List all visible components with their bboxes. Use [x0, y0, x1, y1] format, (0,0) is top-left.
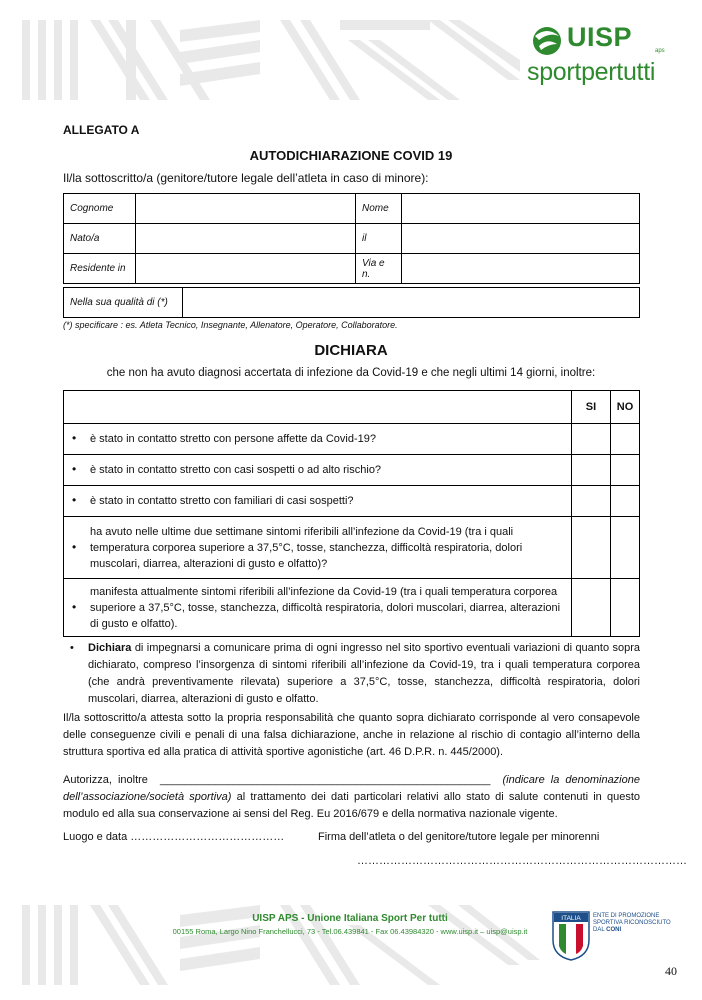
qualita-note: (*) specificare : es. Atleta Tecnico, Insegnante, Allenatore, Operatore, Collaboratore.: [63, 320, 398, 330]
question-text: ha avuto nelle ultime due settimane sintomi riferibili all’infezione da Covid-19 (tra i quali temperatura corporea superiore a 37,5°C, tosse, stanchezza, difficoltà respiratoria, dolori muscolari, diarrea, alterazioni di gusto e olfatto)?: [90, 525, 523, 570]
residente-label: Residente in: [64, 254, 136, 284]
ente-text: ENTE DI PROMOZIONE SPORTIVA RICONOSCIUTO DAL: [593, 913, 671, 933]
dichiara-heading: DICHIARA: [314, 342, 388, 359]
allegato-label: ALLEGATO A: [63, 123, 140, 137]
nato-label: Nato/a: [64, 224, 136, 254]
bullet-icon: •: [72, 599, 77, 614]
firma-label: Firma dell’atleta o del genitore/tutore legale per minorenni: [318, 831, 600, 843]
dichiara-impegno-text: di impegnarsi a comunicare prima di ogni ingresso nel sito sportivo eventuali variazioni di quanto sopra dichiarato, compreso l’insorgenza di sintomi riferibili all’infezione da Covid-19, tra i quali temperatura corporea (che andrà preventivamente rilevata) superiore a 37,5°C, tosse, stanchezza, difficoltà respiratoria, dolori muscolari, diarrea, alterazioni di gusto e olfatto.: [88, 642, 640, 705]
footer-org: UISP APS - Unione Italiana Sport Per tutti: [252, 913, 448, 924]
footer-address: 00155 Roma, Largo Nino Franchellucci, 73 - Tel.06.439841 - Fax 06.43984320 - www.uisp.it – uisp@uisp.it: [172, 927, 528, 936]
bullet-icon: •: [70, 642, 74, 654]
questions-table: [63, 390, 640, 637]
bullet-icon: •: [72, 462, 77, 476]
nato-field[interactable]: [136, 224, 356, 254]
answer-si-cell[interactable]: [572, 579, 611, 637]
answer-no-cell[interactable]: [611, 517, 640, 579]
table-row: [64, 424, 640, 455]
intro-text: Il/la sottoscritto/a (genitore/tutore legale dell’atleta in caso di minore):: [63, 171, 429, 185]
uisp-brand: UISP: [567, 22, 633, 52]
table-row: [64, 455, 640, 486]
uisp-tagline: sportpertutti: [527, 58, 656, 86]
residente-field[interactable]: [136, 254, 356, 284]
attestazione-paragraph: Il/la sottoscritto/a attesta sotto la propria responsabilità che quanto sopra dichiarato corrisponde al vero consapevole delle conseguenze civili e penali di una falsa dichiarazione, anche in relazione al rischio di contagio all’interno della struttura sportiva ed alla pratica di attività sportive agonistiche (art. 46 D.P.R. n. 445/2000).: [63, 712, 640, 758]
document-title: AUTODICHIARAZIONE COVID 19: [249, 148, 453, 163]
via-field[interactable]: [402, 254, 640, 284]
question-text: è stato in contatto stretto con persone affette da Covid-19?: [90, 433, 376, 445]
qualita-label: Nella sua qualità di (*): [64, 288, 183, 318]
association-name-line[interactable]: ______________________________________________________: [160, 774, 491, 786]
personal-data-table: [63, 193, 640, 284]
italia-label: ITALIA: [561, 915, 581, 922]
ente-promozione: [593, 913, 673, 934]
qualita-field[interactable]: [183, 288, 640, 318]
table-row: [64, 486, 640, 517]
bullet-icon: •: [72, 493, 77, 507]
qualita-table: [63, 287, 640, 318]
cognome-label: Cognome: [64, 194, 136, 224]
italia-shield-icon: [551, 910, 591, 962]
cognome-field[interactable]: [136, 194, 356, 224]
autorizza-start: Autorizza, inoltre: [63, 774, 148, 786]
il-label: il: [356, 224, 402, 254]
table-row: [64, 517, 640, 579]
nome-label: Nome: [356, 194, 402, 224]
autorizza-rest: al trattamento dei dati particolari relativi allo stato di salute contenuti in questo modulo ed alla sua conservazione ai sensi del Reg. Eu 2016/679 e della normativa nazionale vigente.: [63, 791, 640, 820]
il-field[interactable]: [402, 224, 640, 254]
question-text: è stato in contatto stretto con casi sospetti o ad alto rischio?: [90, 464, 382, 476]
answer-no-cell[interactable]: [611, 579, 640, 637]
uisp-emblem-icon: [529, 24, 565, 56]
answer-no-cell[interactable]: [611, 486, 640, 517]
table-row: [64, 579, 640, 637]
question-text: è stato in contatto stretto con familiari di casi sospetti?: [90, 495, 354, 507]
answer-si-cell[interactable]: [572, 486, 611, 517]
answer-si-cell[interactable]: [572, 517, 611, 579]
question-text: manifesta attualmente sintomi riferibili all’infezione da Covid-19 (tra i quali temperatura corporea superiore a 37,5°C, tosse, stanchezza, difficoltà respiratoria, dolori muscolari, diarrea, alterazioni di gusto e olfatto).: [90, 585, 561, 630]
answer-si-cell[interactable]: [572, 424, 611, 455]
nome-field[interactable]: [402, 194, 640, 224]
dichiara-bold: Dichiara: [88, 642, 132, 654]
answer-no-cell[interactable]: [611, 424, 640, 455]
page-number: 40: [665, 964, 677, 978]
answer-no-cell[interactable]: [611, 455, 640, 486]
autorizza-paragraph: [63, 772, 640, 823]
luogo-data[interactable]: Luogo e data ……………………………………: [63, 831, 285, 843]
dichiara-impegno: [70, 640, 640, 708]
header-no: NO: [611, 391, 640, 424]
ente-coni: CONI: [606, 927, 622, 933]
answer-si-cell[interactable]: [572, 455, 611, 486]
footer: [140, 913, 560, 936]
bullet-icon: •: [72, 539, 77, 554]
uisp-aps: aps: [655, 48, 665, 54]
autorizza-hint: (indicare la denominazione dell’associazione/società sportiva): [63, 774, 640, 803]
header-si: SI: [572, 391, 611, 424]
firma-line[interactable]: ………………………………………………………………………………: [357, 855, 687, 867]
bullet-icon: •: [72, 431, 77, 445]
via-label: Via e n.: [356, 254, 402, 284]
questions-header-blank: [64, 391, 572, 424]
uisp-logo: [527, 22, 677, 97]
dichiara-subtitle: che non ha avuto diagnosi accertata di infezione da Covid-19 e che negli ultimi 14 giorni, inoltre:: [106, 367, 596, 379]
